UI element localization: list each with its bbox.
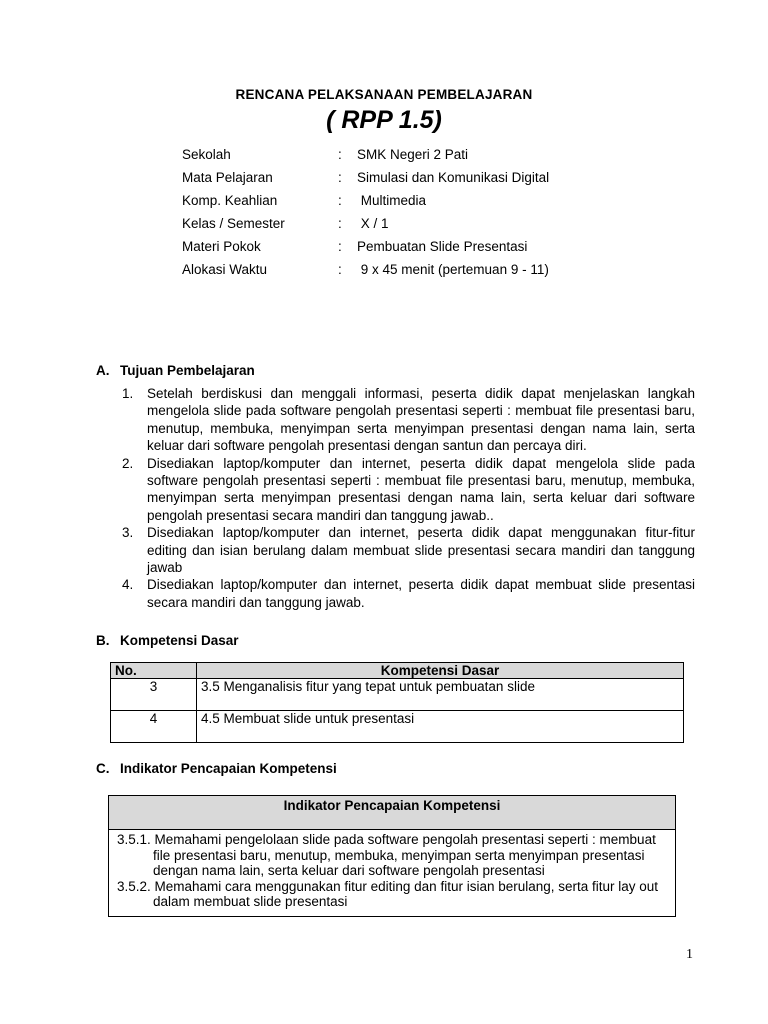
section-c-heading	[96, 761, 337, 776]
meta-separator: :	[338, 147, 342, 162]
section-title: Indikator Pencapaian Kompetensi	[120, 761, 337, 776]
section-b-heading	[96, 633, 239, 648]
page-number: 1	[686, 947, 693, 962]
meta-separator: :	[338, 193, 342, 208]
learning-goals-list	[122, 385, 695, 611]
document-title: RENCANA PELAKSANAAN PEMBELAJARAN	[235, 87, 533, 102]
meta-separator: :	[338, 216, 342, 231]
table-cell-text: 3.5 Menganalisis fitur yang tepat untuk pembuatan slide	[197, 679, 684, 711]
meta-separator: :	[338, 262, 342, 277]
table-header-row	[111, 663, 684, 679]
table-row	[109, 830, 676, 917]
meta-value: SMK Negeri 2 Pati	[357, 147, 469, 162]
meta-label: Alokasi Waktu	[182, 262, 268, 277]
meta-value: Pembuatan Slide Presentasi	[357, 239, 528, 254]
table-cell-text: 4.5 Membuat slide untuk presentasi	[197, 711, 684, 743]
table-row	[111, 679, 684, 711]
meta-label: Materi Pokok	[182, 239, 261, 254]
meta-separator: :	[338, 239, 342, 254]
meta-value: Simulasi dan Komunikasi Digital	[357, 170, 550, 185]
indikator-table	[108, 795, 676, 917]
kompetensi-dasar-table	[110, 662, 684, 743]
table-row	[111, 711, 684, 743]
meta-label: Kelas / Semester	[182, 216, 285, 231]
list-item	[122, 524, 695, 576]
list-number: 1.	[122, 386, 134, 401]
meta-label: Sekolah	[182, 147, 231, 162]
section-letter: B.	[96, 633, 110, 648]
table-cell-no: 4	[111, 711, 197, 743]
list-item	[122, 385, 695, 455]
list-item	[122, 455, 695, 525]
list-number: 3.	[122, 525, 134, 541]
table-cell	[109, 830, 676, 917]
meta-label: Komp. Keahlian	[182, 193, 278, 208]
list-number: 4.	[122, 577, 134, 593]
section-title: Tujuan Pembelajaran	[120, 363, 255, 378]
list-item	[122, 576, 695, 611]
list-text: Disediakan laptop/komputer dan internet, peserta didik dapat membuat slide presentasi secara mandiri dan tanggung jawab.	[147, 577, 695, 610]
meta-value: Multimedia	[357, 193, 427, 208]
table-cell-no: 3	[111, 679, 197, 711]
meta-label: Mata Pelajaran	[182, 170, 273, 185]
indicator-item: 3.5.1. Memahami pengelolaan slide pada software pengolah presentasi seperti : membuat file presentasi baru, menutup, membuka, menyimpan serta menyimpan presentasi dengan nama lain, serta keluar dari software pengolah presentasi	[117, 832, 656, 878]
table-header-row	[109, 796, 676, 830]
column-header-no: No.	[111, 663, 197, 679]
list-text: Setelah berdiskusi dan menggali informasi, peserta didik dapat menjelaskan langkah mengelola slide pada software pengolah presentasi seperti : membuat file presentasi baru, menutup, membuka, menyimpan serta menyimpan presentasi dengan nama lain, serta keluar dari software pengolah presentasi dengan santun dan percaya diri.	[147, 386, 695, 454]
document-subtitle: ( RPP 1.5)	[326, 106, 442, 134]
meta-value: 9 x 45 menit (pertemuan 9 - 11)	[357, 262, 549, 277]
section-letter: A.	[96, 363, 110, 378]
meta-separator: :	[338, 170, 342, 185]
meta-value: X / 1	[357, 216, 389, 231]
section-letter: C.	[96, 761, 110, 776]
column-header-kompetensi: Kompetensi Dasar	[197, 663, 684, 679]
list-text: Disediakan laptop/komputer dan internet, peserta didik dapat menggunakan fitur-fitur editing dan isian berulang dalam membuat slide presentasi secara mandiri dan tanggung jawab	[147, 525, 695, 576]
list-number: 2.	[122, 455, 134, 471]
list-text: Disediakan laptop/komputer dan internet, peserta didik dapat mengelola slide pada software pengolah presentasi seperti : membuat file presentasi baru, menutup, membuka, menyimpan serta menyimpan presentasi dengan nama lain, serta keluar dari software pengolah presentasi secara mandiri dan tanggung jawab..	[147, 455, 695, 523]
section-a-heading	[96, 363, 255, 378]
column-header-indikator: Indikator Pencapaian Kompetensi	[109, 796, 676, 830]
indicator-item: 3.5.2. Memahami cara menggunakan fitur editing dan fitur isian berulang, serta fitur lay out dalam membuat slide presentasi	[117, 878, 659, 909]
section-title: Kompetensi Dasar	[120, 633, 239, 648]
